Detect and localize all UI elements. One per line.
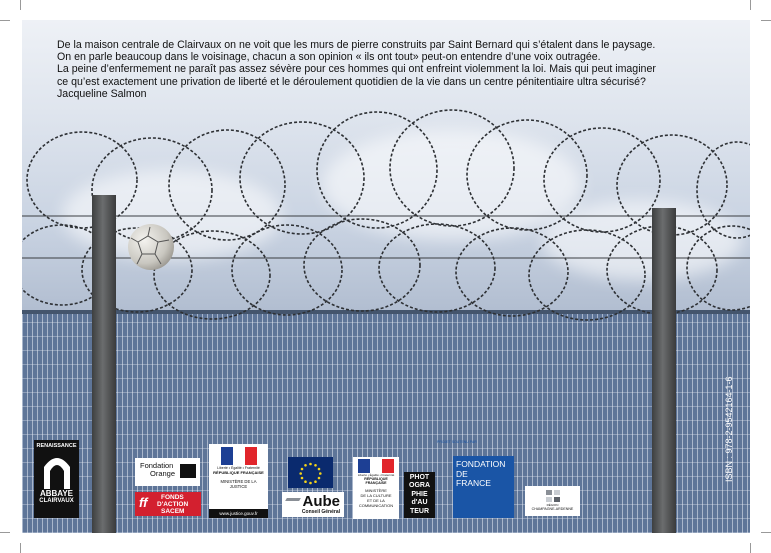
logo-text: SACEM <box>161 508 185 515</box>
crop-mark <box>20 0 21 10</box>
logo-text: RENAISSANCE <box>36 443 77 449</box>
logo-text: www.justice.gouv.fr <box>209 509 268 518</box>
logo-text: MINISTÈRE <box>365 488 387 493</box>
logo-text: FRANCE <box>456 478 491 488</box>
crop-mark <box>20 543 21 553</box>
football <box>128 224 174 270</box>
renaissance-abbaye-logo <box>34 440 79 518</box>
crop-mark <box>750 543 751 553</box>
logo-text: Conseil Général <box>301 509 340 515</box>
logo-text: MINISTÈRE DE LA JUSTICE <box>220 479 257 489</box>
logo-text: CLAIRVAUX <box>39 498 74 504</box>
logo-text: COMMUNICATION <box>358 503 394 508</box>
intro-line: La peine d’enfermement ne paraît pas assez sévère pour ces hommes qui ont enfreint violemment la loi. Mais qui peut imaginer <box>57 63 656 76</box>
logo-text: PHOT <box>409 474 430 481</box>
region-champagne-logo <box>525 486 580 516</box>
fondation-orange-logo <box>135 458 200 486</box>
logo-text: RÉPUBLIQUE FRANÇAISE <box>213 470 264 475</box>
marianne-flag-icon <box>358 459 394 473</box>
abbey-arch-icon <box>42 451 72 489</box>
logo-text: CHAMPAGNE-ARDENNE <box>531 507 574 511</box>
logo-text: OGRA <box>409 482 430 490</box>
intro-line: On en parle beaucoup dans le voisinage, chacun a son opinion « ils ont tout» peut-on entendre d’une voix outragée. <box>57 51 601 64</box>
logo-text: DE LA CULTURE <box>360 493 392 498</box>
crop-mark <box>750 0 751 10</box>
region-emblem-icon <box>545 489 561 503</box>
logo-text: ET DE LA <box>367 498 385 503</box>
ministere-culture-logo <box>353 457 399 519</box>
logo-text: PHIE <box>411 490 428 498</box>
logo-text: Fondation <box>140 461 174 470</box>
crop-mark <box>761 532 771 533</box>
logo-text: Aube <box>302 493 340 510</box>
photographie-auteur-logo <box>404 472 435 518</box>
eu-flag-logo <box>288 457 333 488</box>
aube-swoosh-icon <box>285 498 301 501</box>
logo-text: RÉGION <box>546 503 559 507</box>
logo-text: TEUR <box>409 507 430 515</box>
logo-text: Liberté • Égalité • Fraternité <box>357 473 395 477</box>
fondation-de-france-logo <box>453 456 514 518</box>
logo-text: d'AU <box>411 499 428 507</box>
aube-logo <box>282 492 344 517</box>
isbn-number: ISBN : 978-2-9542164-1-6 <box>724 376 734 482</box>
intro-text <box>57 39 747 100</box>
logo-text: D'ACTION <box>157 501 189 508</box>
logo-text: Orange <box>150 469 176 478</box>
intro-line: ce qu’est exactement une privation de liberté et le déroulement quotidien de la vie dans un centre pénitentiaire ultra sécurisé? <box>57 75 646 88</box>
crop-mark <box>0 20 10 21</box>
fence-post-left <box>92 195 116 533</box>
author-name: Jacqueline Salmon <box>57 87 147 100</box>
crop-mark <box>0 532 10 533</box>
ministere-justice-logo <box>209 444 268 518</box>
sacem-logo <box>135 492 201 516</box>
logo-text: ABBAYE <box>39 489 74 498</box>
crop-mark <box>761 20 771 21</box>
orange-square-icon <box>180 464 196 478</box>
intro-line: De la maison centrale de Clairvaux on ne voit que les murs de pierre construits par Saint Bernard qui s’étalent dans le paysage. <box>57 39 656 51</box>
logo-text: DE <box>456 468 468 479</box>
eu-stars-icon <box>288 457 333 488</box>
logo-text: RÉPUBLIQUE FRANÇAISE <box>364 477 388 485</box>
logo-text: Liberté • Égalité • Fraternité <box>217 466 260 470</box>
logo-text: FONDATION <box>456 459 506 469</box>
marianne-flag-icon <box>221 447 257 465</box>
sacem-f-icon: ff <box>139 495 148 510</box>
fence-post-right <box>652 208 676 533</box>
fondation-france-caption: PROJET SOUTENU PAR <box>437 440 477 444</box>
logo-text: FONDS <box>161 494 184 501</box>
